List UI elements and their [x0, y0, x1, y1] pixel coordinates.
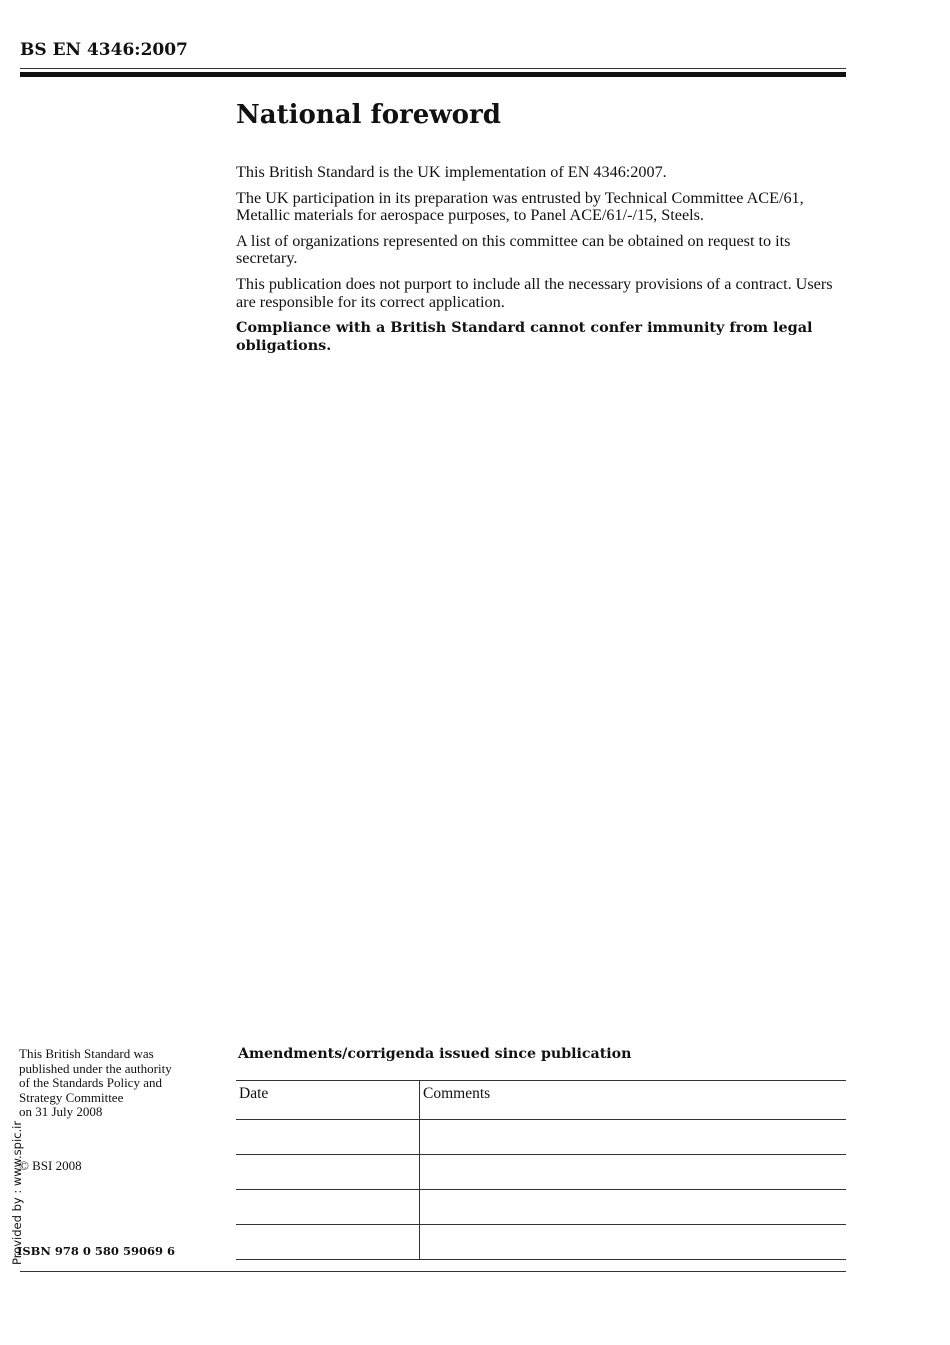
date-column-header: Date — [236, 1081, 420, 1120]
compliance-statement: Compliance with a British Standard cannot confer immunity from legal obligations. — [236, 319, 813, 354]
publication-authority — [19, 1047, 219, 1120]
table-header-row — [236, 1081, 846, 1120]
table-row — [236, 1120, 846, 1155]
authority-line: published under the authority — [19, 1060, 172, 1076]
authority-line: on 31 July 2008 — [19, 1104, 103, 1120]
header-rule-thin — [20, 68, 846, 69]
date-cell — [236, 1155, 420, 1190]
amendments-table — [236, 1080, 846, 1260]
foreword-paragraph: This publication does not purport to include all the necessary provisions of a contract. Users are responsible for its correct application. — [236, 274, 833, 311]
amendments-title: Amendments/corrigenda issued since publication — [238, 1046, 632, 1062]
comments-cell — [420, 1225, 847, 1260]
footer-rule — [20, 1271, 846, 1272]
page-title: National foreword — [236, 100, 501, 130]
foreword-paragraph: This British Standard is the UK implementation of EN 4346:2007. — [236, 163, 667, 181]
authority-line: Strategy Committee — [19, 1089, 124, 1105]
provider-watermark: Provided by : www.spic.ir — [10, 1120, 24, 1265]
comments-cell — [420, 1155, 847, 1190]
copyright-notice: © BSI 2008 — [19, 1158, 82, 1173]
table-row — [236, 1155, 846, 1190]
authority-line: of the Standards Policy and — [19, 1075, 162, 1091]
table-row — [236, 1190, 846, 1225]
header-rule-thick — [20, 72, 846, 77]
date-cell — [236, 1190, 420, 1225]
foreword-body — [236, 164, 846, 362]
isbn: ISBN 978 0 580 59069 6 — [17, 1244, 175, 1258]
comments-cell — [420, 1120, 847, 1155]
table-row — [236, 1225, 846, 1260]
comments-column-header: Comments — [420, 1081, 847, 1120]
foreword-paragraph: A list of organizations represented on this committee can be obtained on request to its secretary. — [236, 231, 791, 268]
document-code: BS EN 4346:2007 — [20, 40, 188, 60]
date-cell — [236, 1225, 420, 1260]
authority-line: This British Standard was — [19, 1046, 154, 1061]
foreword-paragraph: The UK participation in its preparation was entrusted by Technical Committee ACE/61, Metallic materials for aerospace purposes, to Panel ACE/61/-/15, Steels. — [236, 188, 804, 225]
date-cell — [236, 1120, 420, 1155]
comments-cell — [420, 1190, 847, 1225]
